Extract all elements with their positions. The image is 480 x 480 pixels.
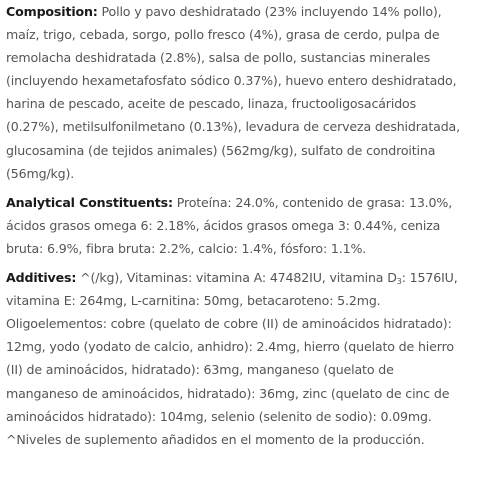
additives-line-6: aminoácidos hidratado): 104mg, selenio (selenito de sodio): 0.09mg.	[6, 408, 432, 424]
composition-line-6: glucosamina (de tejidos animales) (562mg/kg), sulfato de condroitina	[6, 142, 436, 158]
additives-text: ^(/kg), Vitaminas: vitamina A: 47482IU, vitamina D	[76, 270, 397, 286]
composition-line-3: (incluyendo hexametafosfato sódico 0.37%), huevo entero deshidratado,	[6, 73, 457, 89]
composition-line-2: remolacha deshidratada (2.8%), salsa de pollo, sustancias minerales	[6, 50, 431, 66]
composition-section	[6, 0, 478, 185]
additives-line-4: (II) de aminoácidos, hidratado): 63mg, manganeso (quelato de	[6, 362, 394, 378]
ingredient-label	[6, 0, 478, 451]
additives-line-0	[6, 266, 478, 289]
composition-line-7: (56mg/kg).	[6, 165, 75, 181]
analytical-line-0	[6, 191, 478, 214]
composition-heading: Composition:	[6, 4, 98, 19]
additives-line-1: vitamina E: 264mg, L-carnitina: 50mg, betacaroteno: 5.2mg.	[6, 293, 381, 309]
analytical-line-2: bruta: 6.9%, fibra bruta: 2.2%, calcio: 1.4%, fósforo: 1.1%.	[6, 240, 367, 256]
additives-text-tail: : 1576IU,	[401, 270, 458, 286]
additives-footnote: ^Niveles de suplemento añadidos en el momento de la producción.	[6, 431, 425, 447]
composition-text: Pollo y pavo deshidratado (23% incluyendo 14% pollo),	[97, 4, 442, 19]
analytical-heading: Analytical Constituents:	[6, 194, 173, 210]
additives-line-3: 12mg, yodo (yodato de calcio, anhidro): 2.4mg, hierro (quelato de hierro	[6, 339, 454, 355]
composition-line-5: (0.27%), metilsulfonilmetano (0.13%), levadura de cerveza deshidratada,	[6, 119, 460, 135]
analytical-section	[6, 191, 478, 260]
analytical-text: Proteína: 24.0%, contenido de grasa: 13.0%,	[172, 194, 453, 210]
additives-line-5: manganeso de aminoácidos, hidratado): 36mg, zinc (quelato de cinc de	[6, 385, 450, 401]
composition-line-1: maíz, trigo, cebada, sorgo, pollo fresco (4%), grasa de cerdo, pulpa de	[6, 27, 440, 43]
composition-line-0	[6, 0, 478, 23]
additives-line-2: Oligoelementos: cobre (quelato de cobre (II) de aminoácidos hidratado):	[6, 316, 452, 332]
composition-line-4: harina de pescado, aceite de pescado, linaza, fructooligosacáridos	[6, 96, 416, 112]
additives-heading: Additives:	[6, 270, 77, 286]
vitamin-d-subscript: 3	[396, 277, 402, 287]
analytical-line-1: ácidos grasos omega 6: 2.18%, ácidos grasos omega 3: 0.44%, ceniza	[6, 217, 441, 233]
additives-section	[6, 266, 478, 451]
